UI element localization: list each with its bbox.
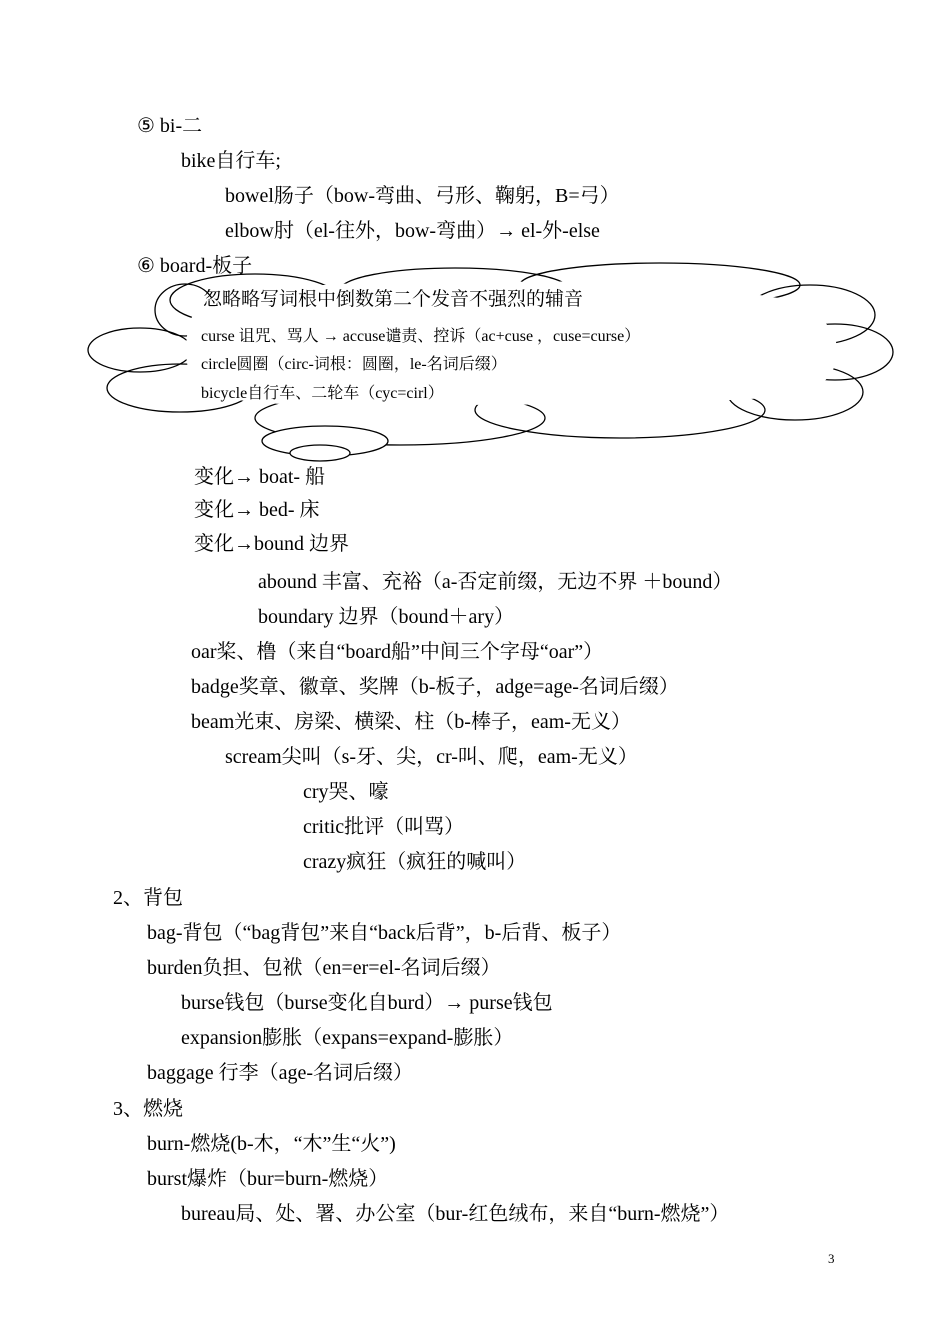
text-line: cry哭、嚎 bbox=[303, 781, 389, 803]
text-line: scream尖叫（s-牙、尖，cr-叫、爬，eam-无义） bbox=[225, 746, 638, 768]
text-line: bag-背包（“bag背包”来自“back后背”，b-后背、板子） bbox=[147, 922, 622, 944]
cloud-line: circle圆圈（circ-词根：圆圈，le-名词后缀） bbox=[201, 356, 507, 373]
text-line: 变化→ bed- 床 bbox=[194, 499, 320, 521]
text-line: burse钱包（burse变化自burd）→ purse钱包 bbox=[181, 992, 553, 1014]
text-line: ⑥ board-板子 bbox=[137, 255, 253, 277]
text-line: elbow肘（el-往外，bow-弯曲）→ el-外-else bbox=[225, 220, 600, 242]
section-heading: 3、燃烧 bbox=[113, 1098, 183, 1120]
text-line: badge奖章、徽章、奖牌（b-板子，adge=age-名词后缀） bbox=[191, 676, 679, 698]
section-heading: 2、背包 bbox=[113, 887, 183, 909]
cloud-title: 忽略略写词根中倒数第二个发音不强烈的辅音 bbox=[203, 289, 584, 310]
text-line: burn-燃烧(b-木，“木”生“火”) bbox=[147, 1133, 396, 1155]
text-line: abound 丰富、充裕（a-否定前缀，无边不界 ＋bound） bbox=[258, 571, 733, 593]
text-line: bowel肠子（bow-弯曲、弓形、鞠躬，B=弓） bbox=[225, 185, 620, 207]
text-line: baggage 行李（age-名词后缀） bbox=[147, 1062, 414, 1084]
text-line: burden负担、包袱（en=er=el-名词后缀） bbox=[147, 957, 501, 979]
text-line: crazy疯狂（疯狂的喊叫） bbox=[303, 851, 527, 873]
cloud-line: bicycle自行车、二轮车（cyc=cirl） bbox=[201, 385, 444, 402]
text-line: expansion膨胀（expans=expand-膨胀） bbox=[181, 1027, 514, 1049]
cloud-line: curse 诅咒、骂人 → accuse谴责、控诉（ac+cuse ，cuse=curse） bbox=[201, 328, 641, 345]
text-line: 变化→ boat- 船 bbox=[194, 466, 326, 488]
text-line: 变化→bound 边界 bbox=[194, 533, 349, 555]
text-line: burst爆炸（bur=burn-燃烧） bbox=[147, 1168, 389, 1190]
text-line: ⑤ bi-二 bbox=[137, 115, 203, 137]
text-line: beam光束、房梁、横梁、柱（b-棒子，eam-无义） bbox=[191, 711, 631, 733]
text-line: bike自行车; bbox=[181, 150, 281, 172]
text-line: boundary 边界（bound＋ary） bbox=[258, 606, 515, 628]
text-line: bureau局、处、署、办公室（bur-红色绒布，来自“burn-燃烧”） bbox=[181, 1203, 730, 1225]
text-line: critic批评（叫骂） bbox=[303, 816, 465, 838]
page-number: 3 bbox=[828, 1251, 835, 1266]
text-line: oar桨、橹（来自“board船”中间三个字母“oar”） bbox=[191, 641, 604, 663]
